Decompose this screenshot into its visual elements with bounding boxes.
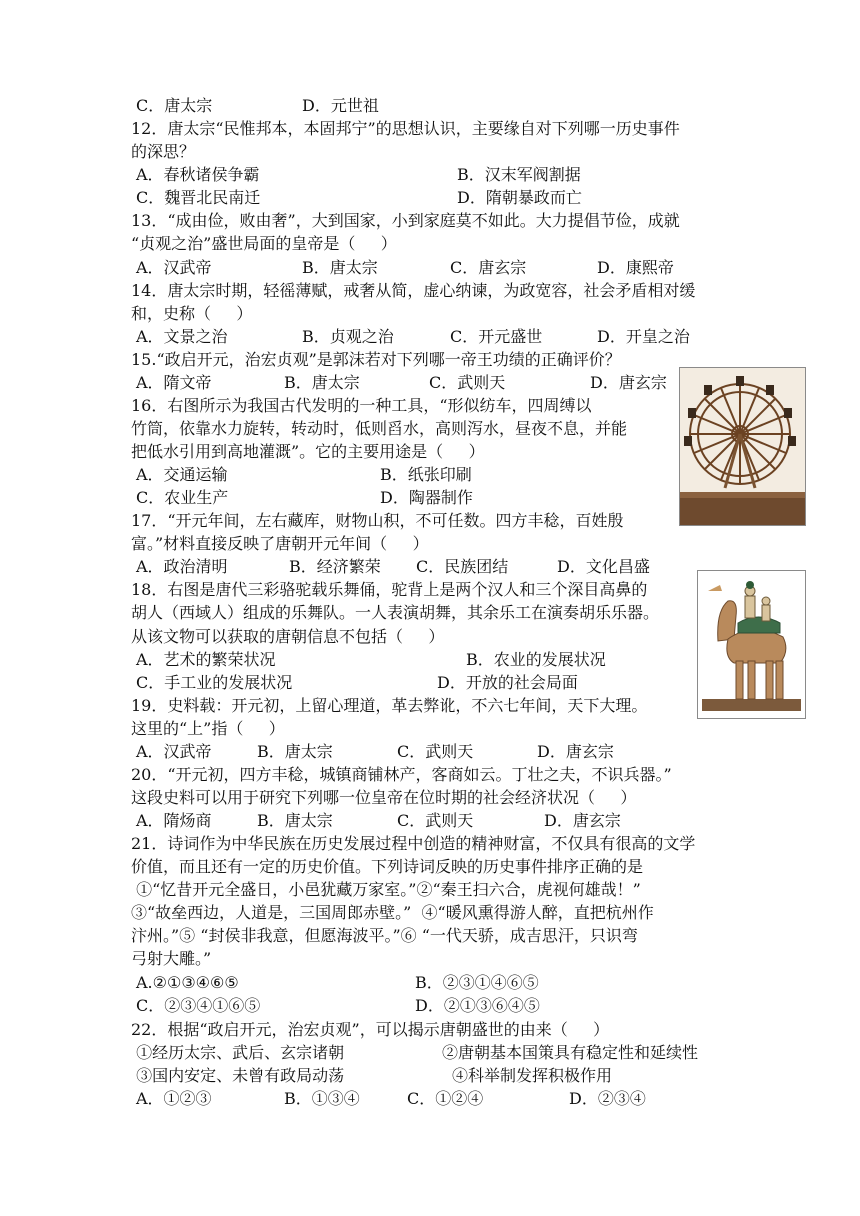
q21-poem-line: 弓射大雕。” (131, 949, 212, 968)
q13-question-line: 13．“成由俭，败由奢”，大到国家，小到家庭莫不如此。大力提倡节俭，成就 (131, 211, 680, 230)
q16-option-d: D．陶器制作 (380, 488, 473, 507)
q12-question-line: 的深思？ (131, 142, 196, 161)
q14-question-line: 和，史称（ ） (131, 304, 253, 323)
q14-option-d: D．开皇之治 (597, 327, 690, 346)
q13-option-d: D．康熙帝 (597, 258, 674, 277)
q22-statement: ④科举制发挥积极作用 (452, 1066, 613, 1085)
q20-option-b: B．唐太宗 (257, 811, 333, 830)
q21-option-c: C．②③④①⑥⑤ (136, 996, 261, 1015)
q12-question-line: 12．唐太宗“民惟邦本，本固邦宁”的思想认识，主要缘自对下列哪一历史事件 (131, 119, 680, 138)
q15-question-line: 15.“政启开元，治宏贞观”是郭沫若对下列哪一帝王功绩的正确评价？ (131, 350, 621, 369)
q16-option-a: A．交通运输 (136, 465, 228, 484)
q15-option-c: C．武则天 (429, 373, 506, 392)
q19-question-line: 19．史料载：开元初，上留心理道，革去弊讹，不六七年间，天下大理。 (131, 696, 648, 715)
q20-question-line: 20．“开元初，四方丰稔，城镇商铺林产，客商如云。丁壮之夫，不识兵器。” (131, 765, 672, 784)
q12-option-b: B．汉末军阀割据 (457, 165, 581, 184)
q15-option-a: A．隋文帝 (136, 373, 212, 392)
q21-option-d: D．②①③⑥④⑤ (415, 996, 540, 1015)
q15-option-d: D．唐玄宗 (590, 373, 667, 392)
q19-question-line: 这里的“上”指（ ） (131, 719, 285, 738)
q12-option-a: A．春秋诸侯争霸 (136, 165, 260, 184)
q18-option-a: A．艺术的繁荣状况 (136, 650, 276, 669)
q21-poem-line: 汴州。”⑤ “封侯非我意，但愿海波平。”⑥ “一代天骄，成吉思汗，只识弯 (131, 926, 638, 945)
q20-option-c: C．武则天 (397, 811, 474, 830)
camel-figurine-image (697, 570, 806, 719)
q21-question-line: 21．诗词作为中华民族在历史发展过程中创造的精神财富，不仅具有很高的文学 (131, 834, 696, 853)
q16-question-line: 竹筒，依靠水力旋转，转动时，低则舀水，高则泻水，昼夜不息，并能 (131, 419, 628, 438)
q14-option-c: C．开元盛世 (450, 327, 543, 346)
waterwheel-image (679, 367, 806, 526)
q13-option-a: A．汉武帝 (136, 258, 212, 277)
q14-option-b: B．贞观之治 (302, 327, 394, 346)
q17-option-c: C．民族团结 (416, 557, 509, 576)
q13-question-line: “贞观之治”盛世局面的皇帝是（ ） (131, 234, 397, 253)
q22-statement: ①经历太宗、武后、玄宗诸朝 (131, 1043, 345, 1062)
q12-option-c: C．魏晋北民南迁 (136, 188, 261, 207)
q20-option-a: A．隋炀商 (136, 811, 212, 830)
q18-option-b: B．农业的发展状况 (466, 650, 606, 669)
q18-question-line: 从该文物可以获取的唐朝信息不包括（ ） (131, 627, 445, 646)
q18-option-c: C．手工业的发展状况 (136, 673, 293, 692)
q18-question-line: 胡人（西域人）组成的乐舞队。一人表演胡舞，其余乐工在演奏胡乐乐器。 (131, 603, 660, 622)
q11-option-c: C．唐太宗 (136, 96, 213, 115)
q15-option-b: B．唐太宗 (284, 373, 360, 392)
q11-option-d: D．元世祖 (302, 96, 379, 115)
q17-option-b: B．经济繁荣 (289, 557, 381, 576)
q21-poem-line: ③“故垒西边，人道是，三国周郎赤壁。” ④“暖风熏得游人醉，直把杭州作 (131, 903, 654, 922)
q19-option-b: B．唐太宗 (257, 742, 333, 761)
q14-option-a: A．文景之治 (136, 327, 228, 346)
q20-question-line: 这段史料可以用于研究下列哪一位皇帝在位时期的社会经济状况（ ） (131, 788, 637, 807)
q13-option-c: C．唐玄宗 (450, 258, 527, 277)
q17-question-line: 17．“开元年间，左右藏库，财物山积，不可任数。四方丰稔，百姓殷 (131, 511, 624, 530)
q13-option-b: B．唐太宗 (302, 258, 378, 277)
q17-question-line: 富。”材料直接反映了唐朝开元年间（ ） (131, 534, 429, 553)
q18-question-line: 18．右图是唐代三彩骆驼载乐舞俑，驼背上是两个汉人和三个深目高鼻的 (131, 580, 648, 599)
q22-option-a: A．①②③ (136, 1089, 212, 1108)
q16-question-line: 16．右图所示为我国古代发明的一种工具，“形似纺车，四周缚以 (131, 396, 592, 415)
q20-option-d: D．唐玄宗 (544, 811, 621, 830)
q17-option-a: A．政治清明 (136, 557, 228, 576)
q22-question-line: 22．根据“政启开元，治宏贞观”，可以揭示唐朝盛世的由来（ ） (131, 1020, 610, 1039)
q19-option-d: D．唐玄宗 (537, 742, 614, 761)
q16-question-line: 把低水引用到高地灌溉”。它的主要用途是（ ） (131, 442, 485, 461)
q17-option-d: D．文化昌盛 (557, 557, 650, 576)
q22-option-d: D．②③④ (569, 1089, 646, 1108)
q19-option-a: A．汉武帝 (136, 742, 212, 761)
q21-option-a: A.②①③④⑥⑤ (136, 973, 239, 992)
q18-option-d: D．开放的社会局面 (437, 673, 578, 692)
q22-statement: ③国内安定、未曾有政局动荡 (131, 1066, 345, 1085)
q19-option-c: C．武则天 (397, 742, 474, 761)
q21-question-line: 价值，而且还有一定的历史价值。下列诗词反映的历史事件排序正确的是 (131, 857, 644, 876)
q16-option-c: C．农业生产 (136, 488, 229, 507)
q22-statement: ②唐朝基本国策具有稳定性和延续性 (442, 1043, 699, 1062)
q14-question-line: 14．唐太宗时期，轻徭薄赋，戒奢从简，虚心纳谏，为政宽容，社会矛盾相对缓 (131, 281, 696, 300)
q16-option-b: B．纸张印刷 (380, 465, 472, 484)
q21-option-b: B．②③①④⑥⑤ (415, 973, 539, 992)
q22-option-b: B．①③④ (284, 1089, 360, 1108)
q12-option-d: D．隋朝暴政而亡 (457, 188, 582, 207)
q21-poem-line: ①“忆昔开元全盛日，小邑犹藏万家室。”②“秦王扫六合，虎视何雄哉！” (131, 880, 641, 899)
q22-option-c: C．①②④ (407, 1089, 484, 1108)
